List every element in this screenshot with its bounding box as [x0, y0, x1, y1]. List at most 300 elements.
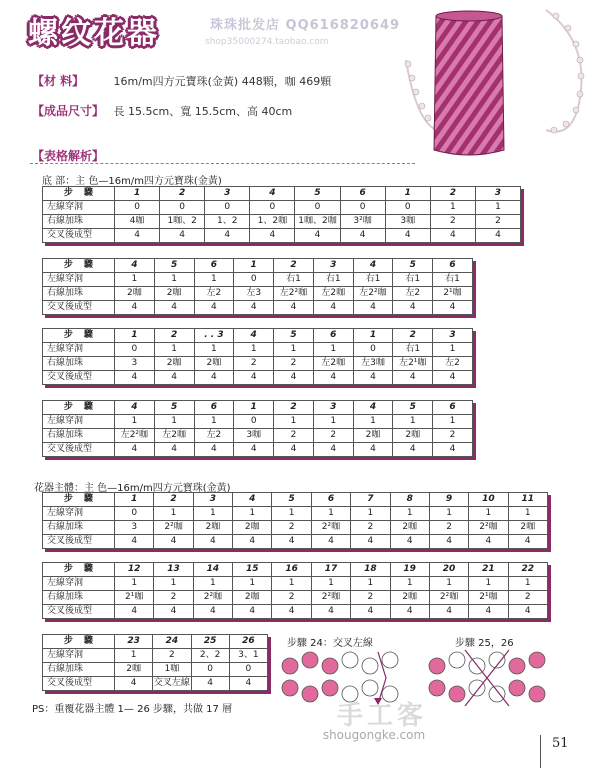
- table-cell: 2咖: [390, 521, 429, 535]
- table-cell: 4: [313, 371, 353, 385]
- table-cell: 右1: [393, 343, 433, 357]
- row-label: 左線穿洞: [43, 577, 115, 591]
- table-cell: 左2: [194, 287, 234, 301]
- table-cell: 0: [353, 343, 393, 357]
- table-cell: 2: [393, 329, 433, 343]
- table-cell: 1: [429, 507, 468, 521]
- table-cell: 1: [115, 577, 154, 591]
- table-cell: 3: [115, 357, 155, 371]
- table-row-step: [43, 493, 548, 507]
- table-row-step: [43, 259, 473, 273]
- table-cell: 1: [311, 507, 350, 521]
- table-cell: 4: [229, 677, 267, 691]
- site-domain: shougongke.com: [322, 728, 426, 742]
- table-cell: 4: [154, 605, 193, 619]
- table-cell: 5: [272, 493, 311, 507]
- table-cell: 4: [233, 605, 272, 619]
- table-cell: 2: [429, 521, 468, 535]
- row-label: 右線加珠: [43, 521, 115, 535]
- table-cell: 左2¹咖: [393, 357, 433, 371]
- table-cell: 2: [274, 259, 314, 273]
- table-cell: 交叉左線: [153, 677, 191, 691]
- table-cell: 1: [469, 577, 508, 591]
- table-cell: 2¹咖: [433, 287, 473, 301]
- table-cell: 4: [313, 443, 353, 457]
- table-row-left: [43, 201, 521, 215]
- table-cell: 3: [205, 187, 250, 201]
- table-cell: 4: [193, 605, 232, 619]
- table-cell: 21: [469, 563, 508, 577]
- table-cell: 4: [115, 443, 155, 457]
- table-cell: 4: [353, 259, 393, 273]
- table-cell: 4: [429, 535, 468, 549]
- table-cell: 4: [274, 301, 314, 315]
- table-cell: 1: [234, 343, 274, 357]
- table-cell: 左2咖: [313, 287, 353, 301]
- table-cell: 1: [274, 415, 314, 429]
- table-cell: 1: [233, 577, 272, 591]
- table-cell: 4: [433, 443, 473, 457]
- row-label: 步 驟: [43, 563, 115, 577]
- table-cell: 3: [313, 401, 353, 415]
- table-cell: 12: [115, 563, 154, 577]
- diagram-step24-label: 步驟 24：交叉左線: [287, 638, 373, 649]
- table-cell: 4: [154, 371, 194, 385]
- table-cell: 4: [340, 229, 385, 243]
- table-cell: 0: [115, 201, 160, 215]
- size-value: 長 15.5cm、寬 15.5cm、高 40cm: [113, 105, 293, 118]
- table-cell: 4: [311, 535, 350, 549]
- table-cell: 1: [508, 577, 547, 591]
- table-cell: 左2²咖: [115, 429, 155, 443]
- table-cell: 4: [430, 229, 475, 243]
- table-cell: 15: [233, 563, 272, 577]
- table-cell: 4: [469, 535, 508, 549]
- table-row-step: [43, 329, 473, 343]
- table-cell: 4: [233, 493, 272, 507]
- row-label: 左線穿洞: [43, 649, 115, 663]
- table-cell: 4: [115, 259, 155, 273]
- table-cell: 1: [115, 329, 155, 343]
- row-label: 左線穿洞: [43, 507, 115, 521]
- table-cell: 6: [194, 259, 234, 273]
- table-cell: 1: [353, 329, 393, 343]
- table-cell: 0: [340, 201, 385, 215]
- table-row-left: [43, 649, 268, 663]
- table-cell: 5: [295, 187, 340, 201]
- base-caption: 底 部：主 色—16m/m四方元寶珠(金黃): [42, 176, 222, 187]
- table-cell: 4: [194, 301, 234, 315]
- table-cell: 1: [234, 259, 274, 273]
- table-cell: 20: [429, 563, 468, 577]
- row-label: 左線穿洞: [43, 343, 115, 357]
- table-cell: 3: [475, 187, 520, 201]
- watermark-shop: 珠珠批发店 QQ616820649: [210, 18, 401, 33]
- table-cell: 1: [351, 507, 390, 521]
- table-cell: 左2²咖: [274, 287, 314, 301]
- table-cell: 5: [274, 329, 314, 343]
- table-cell: 右1: [274, 273, 314, 287]
- table-cell: 2: [430, 187, 475, 201]
- table-cell: 左2咖: [313, 357, 353, 371]
- table-cell: 1: [469, 507, 508, 521]
- pattern-table-base-2: [42, 258, 473, 315]
- table-row-left: [43, 343, 473, 357]
- table-cell: 2: [154, 493, 193, 507]
- table-cell: 2: [274, 429, 314, 443]
- page-title: 螺纹花器: [28, 16, 160, 51]
- table-cell: 1: [508, 507, 547, 521]
- table-cell: 1: [154, 273, 194, 287]
- table-cell: 1咖: [153, 663, 191, 677]
- table-cell: 4: [508, 535, 547, 549]
- table-cell: 2: [313, 429, 353, 443]
- table-row-cross: [43, 677, 268, 691]
- table-cell: 16: [272, 563, 311, 577]
- table-cell: 18: [351, 563, 390, 577]
- table-cell: 4: [272, 605, 311, 619]
- pattern-table-base-4: [42, 400, 473, 457]
- table-cell: 4: [191, 677, 229, 691]
- table-cell: 3、1: [229, 649, 267, 663]
- row-label: 步 驟: [43, 259, 115, 273]
- table-cell: 2: [351, 591, 390, 605]
- table-cell: 2²咖: [429, 591, 468, 605]
- pattern-table-body-2: [42, 562, 548, 619]
- table-cell: 1: [390, 507, 429, 521]
- table-cell: 4: [205, 229, 250, 243]
- table-row-right: [43, 357, 473, 371]
- table-cell: 4: [390, 605, 429, 619]
- table-cell: 2咖: [233, 591, 272, 605]
- pattern-table-base-3: [42, 328, 473, 385]
- table-cell: 4: [272, 535, 311, 549]
- table-cell: 左3: [234, 287, 274, 301]
- table-row-step: [43, 635, 268, 649]
- table-cell: 3: [193, 493, 232, 507]
- table-cell: 1: [233, 507, 272, 521]
- table-row-step: [43, 563, 548, 577]
- table-cell: 0: [191, 663, 229, 677]
- table-cell: 4: [115, 229, 160, 243]
- table-cell: 0: [385, 201, 430, 215]
- table-cell: 2¹咖: [469, 591, 508, 605]
- table-cell: 8: [390, 493, 429, 507]
- table-cell: 2: [234, 357, 274, 371]
- table-cell: 4: [393, 443, 433, 457]
- table-cell: 2: [430, 215, 475, 229]
- table-cell: 2²咖: [154, 521, 193, 535]
- table-cell: 11: [508, 493, 547, 507]
- table-cell: 4: [193, 535, 232, 549]
- table-cell: 4: [433, 371, 473, 385]
- table-cell: 1: [393, 415, 433, 429]
- table-cell: 右1: [353, 273, 393, 287]
- row-label: 左線穿洞: [43, 415, 115, 429]
- table-cell: 9: [429, 493, 468, 507]
- table-cell: 4: [115, 535, 154, 549]
- row-label: 步 驟: [43, 329, 115, 343]
- table-cell: 2咖: [194, 357, 234, 371]
- table-cell: 2: [475, 215, 520, 229]
- table-cell: 3咖: [234, 429, 274, 443]
- table-cell: 4: [115, 401, 155, 415]
- table-cell: 25: [191, 635, 229, 649]
- table-row-cross: [43, 605, 548, 619]
- table-cell: 2咖: [154, 287, 194, 301]
- table-row-left: [43, 273, 473, 287]
- table-cell: 4: [390, 535, 429, 549]
- watermark-url: shop35000274.taobao.com: [205, 37, 329, 47]
- table-cell: 1: [274, 343, 314, 357]
- table-cell: 1: [193, 577, 232, 591]
- table-cell: 左2: [194, 429, 234, 443]
- table-cell: 1: [115, 273, 155, 287]
- table-cell: 0: [234, 273, 274, 287]
- row-label: 交叉後成型: [43, 301, 115, 315]
- table-cell: 2²咖: [193, 591, 232, 605]
- table-cell: 2: [154, 591, 193, 605]
- row-label: 交叉後成型: [43, 443, 115, 457]
- table-cell: 右1: [313, 273, 353, 287]
- table-cell: 4: [351, 605, 390, 619]
- table-cell: 4: [353, 401, 393, 415]
- table-cell: . . 3: [194, 329, 234, 343]
- table-cell: 0: [160, 201, 205, 215]
- table-cell: 5: [393, 401, 433, 415]
- row-label: 右線加珠: [43, 357, 115, 371]
- row-label: 步 驟: [43, 635, 115, 649]
- table-cell: 4: [469, 605, 508, 619]
- table-cell: 3²咖: [340, 215, 385, 229]
- table-cell: 6: [433, 259, 473, 273]
- row-label: 左線穿洞: [43, 273, 115, 287]
- table-row-step: [43, 187, 521, 201]
- table-cell: 2咖: [393, 429, 433, 443]
- table-cell: 2咖: [115, 663, 153, 677]
- table-cell: 4: [233, 535, 272, 549]
- table-row-right: [43, 287, 473, 301]
- row-label: 右線加珠: [43, 215, 115, 229]
- table-cell: 右1: [433, 273, 473, 287]
- table-cell: 2咖: [193, 521, 232, 535]
- table-cell: 左2: [393, 287, 433, 301]
- table-cell: 1: [433, 343, 473, 357]
- table-cell: 2: [154, 329, 194, 343]
- table-cell: 4: [115, 301, 155, 315]
- table-cell: 3: [115, 521, 154, 535]
- table-cell: 4: [393, 301, 433, 315]
- table-row-right: [43, 521, 548, 535]
- table-cell: 2咖: [233, 521, 272, 535]
- materials-label: 【材 料】: [32, 74, 85, 88]
- table-cell: 1: [433, 415, 473, 429]
- table-row-cross: [43, 229, 521, 243]
- table-cell: 1: [353, 415, 393, 429]
- table-cell: 19: [390, 563, 429, 577]
- table-row-cross: [43, 301, 473, 315]
- page-number: 51: [552, 736, 569, 751]
- section-divider: [30, 163, 415, 164]
- table-cell: 1: [311, 577, 350, 591]
- table-cell: 1咖、2: [160, 215, 205, 229]
- table-cell: 1: [234, 401, 274, 415]
- table-cell: 4: [475, 229, 520, 243]
- table-cell: 2咖: [154, 357, 194, 371]
- table-cell: 2: [508, 591, 547, 605]
- table-cell: 4咖: [115, 215, 160, 229]
- table-cell: 4: [313, 301, 353, 315]
- table-cell: 4: [274, 371, 314, 385]
- table-cell: 0: [229, 663, 267, 677]
- table-row-cross: [43, 443, 473, 457]
- size-label: 【成品尺寸】: [32, 104, 105, 118]
- table-cell: 3咖: [385, 215, 430, 229]
- table-row-left: [43, 415, 473, 429]
- table-cell: 0: [115, 343, 155, 357]
- table-cell: 0: [205, 201, 250, 215]
- row-label: 右線加珠: [43, 591, 115, 605]
- table-cell: 1: [154, 577, 193, 591]
- body-caption: 花器主體：主 色—16m/m四方元寶珠(金黃): [34, 483, 231, 494]
- table-cell: 23: [115, 635, 153, 649]
- row-label: 交叉後成型: [43, 605, 115, 619]
- table-cell: 14: [193, 563, 232, 577]
- materials-value: 16m/m四方元寶珠(金黃) 448顆，咖 469顆: [113, 75, 332, 88]
- page-number-divider: [540, 735, 541, 768]
- table-cell: 左2²咖: [353, 287, 393, 301]
- table-cell: 2: [160, 187, 205, 201]
- table-cell: 4: [295, 229, 340, 243]
- table-cell: 5: [393, 259, 433, 273]
- table-cell: 2²咖: [469, 521, 508, 535]
- table-cell: 3: [433, 329, 473, 343]
- materials-row: [32, 72, 331, 89]
- table-cell: 4: [154, 301, 194, 315]
- table-cell: 1: [194, 273, 234, 287]
- table-cell: 4: [508, 605, 547, 619]
- table-cell: 2咖: [353, 429, 393, 443]
- table-cell: 4: [250, 187, 295, 201]
- table-cell: 3: [313, 259, 353, 273]
- table-cell: 4: [351, 535, 390, 549]
- table-cell: 4: [234, 443, 274, 457]
- pattern-table-base-1: [42, 186, 521, 243]
- table-cell: 2: [153, 649, 191, 663]
- table-cell: 4: [353, 371, 393, 385]
- table-cell: 1: [194, 343, 234, 357]
- table-cell: 1: [390, 577, 429, 591]
- table-cell: 2咖: [508, 521, 547, 535]
- pattern-table-body-3: [42, 634, 268, 691]
- table-cell: 1: [115, 493, 154, 507]
- row-label: 交叉後成型: [43, 677, 115, 691]
- table-cell: 7: [351, 493, 390, 507]
- table-row-cross: [43, 371, 473, 385]
- row-label: 左線穿洞: [43, 201, 115, 215]
- table-cell: 1: [193, 507, 232, 521]
- size-row: [32, 102, 292, 119]
- table-cell: 4: [154, 535, 193, 549]
- table-cell: 4: [353, 301, 393, 315]
- table-row-left: [43, 507, 548, 521]
- table-cell: 22: [508, 563, 547, 577]
- row-label: 交叉後成型: [43, 371, 115, 385]
- table-row-left: [43, 577, 548, 591]
- table-row-cross: [43, 535, 548, 549]
- row-label: 右線加珠: [43, 663, 115, 677]
- table-cell: 4: [160, 229, 205, 243]
- table-cell: 2²咖: [311, 591, 350, 605]
- table-cell: 4: [353, 443, 393, 457]
- table-cell: 2¹咖: [115, 591, 154, 605]
- table-row-right: [43, 429, 473, 443]
- table-cell: 13: [154, 563, 193, 577]
- row-label: 步 驟: [43, 493, 115, 507]
- row-label: 交叉後成型: [43, 535, 115, 549]
- table-cell: 1: [430, 201, 475, 215]
- table-cell: 6: [313, 329, 353, 343]
- table-cell: 2: [272, 521, 311, 535]
- table-cell: 4: [234, 301, 274, 315]
- table-cell: 26: [229, 635, 267, 649]
- row-label: 步 驟: [43, 401, 115, 415]
- table-cell: 左2咖: [154, 429, 194, 443]
- table-cell: 1: [351, 577, 390, 591]
- table-cell: 4: [194, 443, 234, 457]
- table-cell: 1: [429, 577, 468, 591]
- table-cell: 4: [234, 371, 274, 385]
- table-cell: 2: [274, 357, 314, 371]
- table-cell: 4: [115, 371, 155, 385]
- table-row-step: [43, 401, 473, 415]
- table-cell: 4: [433, 301, 473, 315]
- table-cell: 4: [393, 371, 433, 385]
- table-cell: 1: [115, 649, 153, 663]
- table-cell: 1: [194, 415, 234, 429]
- row-label: 右線加珠: [43, 429, 115, 443]
- pattern-table-body-1: [42, 492, 548, 549]
- table-cell: 1咖、2咖: [295, 215, 340, 229]
- table-cell: 4: [250, 229, 295, 243]
- diagram-step25-label: 步驟 25，26: [455, 638, 514, 649]
- row-label: 步 驟: [43, 187, 115, 201]
- site-logo: 手工客: [336, 701, 427, 731]
- table-cell: 6: [433, 401, 473, 415]
- table-cell: 4: [385, 229, 430, 243]
- table-cell: 1: [115, 415, 155, 429]
- table-cell: 4: [429, 605, 468, 619]
- table-cell: 2、2: [191, 649, 229, 663]
- table-cell: 0: [295, 201, 340, 215]
- table-cell: 左3咖: [353, 357, 393, 371]
- table-cell: 5: [154, 259, 194, 273]
- table-cell: 4: [115, 677, 153, 691]
- table-cell: 0: [234, 415, 274, 429]
- table-cell: 2: [433, 429, 473, 443]
- table-cell: 右1: [393, 273, 433, 287]
- table-cell: 24: [153, 635, 191, 649]
- table-cell: 2: [274, 401, 314, 415]
- table-cell: 1: [154, 415, 194, 429]
- table-cell: 左2: [433, 357, 473, 371]
- table-cell: 6: [311, 493, 350, 507]
- table-cell: 0: [250, 201, 295, 215]
- table-cell: 2: [351, 521, 390, 535]
- table-cell: 6: [194, 401, 234, 415]
- table-cell: 2咖: [390, 591, 429, 605]
- table-cell: 1: [272, 507, 311, 521]
